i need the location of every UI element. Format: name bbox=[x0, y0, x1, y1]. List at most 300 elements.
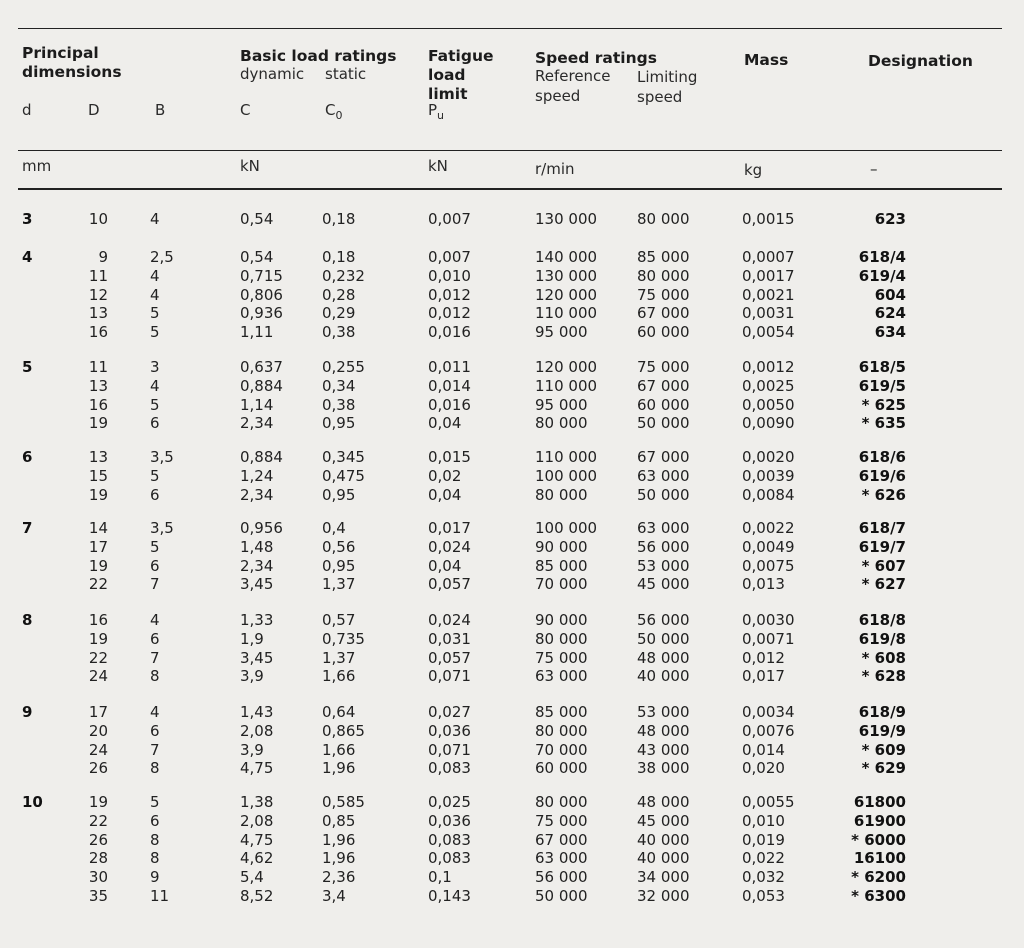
unit-rmin: r/min bbox=[535, 160, 575, 178]
cell-mass: 0,0030 bbox=[742, 611, 795, 629]
cell-pu: 0,010 bbox=[428, 266, 471, 285]
cell-d: 11 bbox=[88, 266, 108, 285]
cell-b: 5 bbox=[150, 323, 160, 342]
cell-c: 0,637 bbox=[240, 358, 283, 376]
cell-pu: 0,036 bbox=[428, 811, 471, 830]
bore-diameter-5: 5 bbox=[22, 358, 33, 376]
cell-b: 5 bbox=[150, 466, 160, 485]
symbol-C: C bbox=[240, 101, 251, 119]
cell-lim: 60 000 bbox=[637, 395, 690, 414]
cell-pu: 0,02 bbox=[428, 466, 462, 485]
cell-ref: 80 000 bbox=[535, 485, 588, 504]
cell-lim: 80 000 bbox=[637, 210, 690, 228]
cell-ref: 70 000 bbox=[535, 740, 588, 759]
cell-mass: 0,014 bbox=[742, 740, 785, 759]
cell-mass: 0,0025 bbox=[742, 376, 795, 395]
cell-lim: 40 000 bbox=[637, 849, 690, 868]
cell-c: 2,08 bbox=[240, 721, 274, 740]
cell-c: 3,45 bbox=[240, 648, 274, 667]
cell-d: 19 bbox=[88, 793, 108, 811]
cell-d: 14 bbox=[88, 519, 108, 537]
cell-mass: 0,010 bbox=[742, 811, 785, 830]
cell-c0: 0,64 bbox=[322, 703, 356, 721]
cell-ref: 140 000 bbox=[535, 248, 598, 266]
bore-diameter-4: 4 bbox=[22, 248, 33, 266]
cell-c: 3,45 bbox=[240, 575, 274, 594]
header-limiting: Limiting bbox=[637, 68, 698, 86]
cell-ref: 60 000 bbox=[535, 759, 588, 778]
bore-diameter-7: 7 bbox=[22, 519, 33, 537]
cell-c0: 0,4 bbox=[322, 519, 346, 537]
cell-ref: 50 000 bbox=[535, 887, 588, 905]
cell-c0: 0,585 bbox=[322, 793, 365, 811]
cell-mass: 0,0007 bbox=[742, 248, 795, 266]
cell-c: 1,14 bbox=[240, 395, 274, 414]
bore-diameter-6: 6 bbox=[22, 448, 33, 466]
cell-ref: 120 000 bbox=[535, 285, 598, 304]
cell-designation: 623 bbox=[874, 210, 906, 228]
cell-b: 4 bbox=[150, 703, 160, 721]
cell-pu: 0,007 bbox=[428, 248, 471, 266]
cell-pu: 0,036 bbox=[428, 721, 471, 740]
cell-pu: 0,04 bbox=[428, 414, 462, 433]
cell-d: 13 bbox=[88, 376, 108, 395]
cell-pu: 0,083 bbox=[428, 849, 471, 868]
cell-ref: 85 000 bbox=[535, 703, 588, 721]
cell-lim: 75 000 bbox=[637, 358, 690, 376]
cell-c0: 0,95 bbox=[322, 556, 356, 575]
symbol-C0: $C_0$ bbox=[325, 101, 343, 122]
cell-lim: 60 000 bbox=[637, 323, 690, 342]
cell-c0: 0,29 bbox=[322, 304, 356, 323]
header-unit-rule bbox=[18, 150, 1002, 151]
cell-mass: 0,0075 bbox=[742, 556, 795, 575]
cell-ref: 90 000 bbox=[535, 611, 588, 629]
cell-pu: 0,017 bbox=[428, 519, 471, 537]
cell-b: 7 bbox=[150, 648, 160, 667]
bore-diameter-3: 3 bbox=[22, 210, 33, 228]
symbol-D: D bbox=[88, 101, 100, 119]
cell-lim: 50 000 bbox=[637, 629, 690, 648]
cell-mass: 0,012 bbox=[742, 648, 785, 667]
cell-mass: 0,053 bbox=[742, 887, 785, 905]
cell-c: 1,33 bbox=[240, 611, 274, 629]
cell-lim: 32 000 bbox=[637, 887, 690, 905]
cell-c0: 1,66 bbox=[322, 740, 356, 759]
symbol-d: d bbox=[22, 101, 32, 119]
cell-c0: 0,38 bbox=[322, 395, 356, 414]
cell-designation: 619/4 bbox=[858, 266, 906, 285]
cell-ref: 63 000 bbox=[535, 667, 588, 686]
cell-c: 4,75 bbox=[240, 830, 274, 849]
cell-designation: 604 bbox=[874, 285, 906, 304]
cell-pu: 0,016 bbox=[428, 323, 471, 342]
cell-b: 6 bbox=[150, 556, 160, 575]
cell-lim: 50 000 bbox=[637, 485, 690, 504]
cell-c0: 0,475 bbox=[322, 466, 365, 485]
cell-b: 5 bbox=[150, 304, 160, 323]
cell-d: 19 bbox=[88, 485, 108, 504]
header-reference-speed: speed bbox=[535, 87, 581, 105]
cell-pu: 0,057 bbox=[428, 575, 471, 594]
cell-ref: 130 000 bbox=[535, 210, 598, 228]
cell-c: 2,34 bbox=[240, 414, 274, 433]
cell-b: 8 bbox=[150, 849, 160, 868]
cell-d: 16 bbox=[88, 611, 108, 629]
header-limiting-speed: speed bbox=[637, 88, 683, 106]
cell-b: 5 bbox=[150, 793, 160, 811]
cell-c0: 1,96 bbox=[322, 759, 356, 778]
cell-d: 22 bbox=[88, 648, 108, 667]
cell-c0: 0,232 bbox=[322, 266, 365, 285]
cell-c0: 1,66 bbox=[322, 667, 356, 686]
cell-d: 9 bbox=[98, 248, 108, 266]
cell-c0: 0,95 bbox=[322, 414, 356, 433]
cell-designation: 618/8 bbox=[858, 611, 906, 629]
cell-c0: 2,36 bbox=[322, 868, 356, 887]
cell-c: 0,715 bbox=[240, 266, 283, 285]
cell-pu: 0,083 bbox=[428, 759, 471, 778]
header-limit: limit bbox=[428, 85, 468, 103]
cell-ref: 100 000 bbox=[535, 519, 598, 537]
cell-c0: 0,95 bbox=[322, 485, 356, 504]
cell-pu: 0,143 bbox=[428, 887, 471, 905]
cell-designation: 619/7 bbox=[858, 537, 906, 556]
cell-lim: 56 000 bbox=[637, 611, 690, 629]
cell-c: 8,52 bbox=[240, 887, 274, 905]
cell-designation: 619/9 bbox=[858, 721, 906, 740]
cell-designation: 16100 bbox=[853, 849, 906, 868]
cell-ref: 80 000 bbox=[535, 721, 588, 740]
cell-ref: 110 000 bbox=[535, 376, 598, 395]
cell-c0: 0,28 bbox=[322, 285, 356, 304]
cell-pu: 0,014 bbox=[428, 376, 471, 395]
cell-designation: * 6200 bbox=[851, 868, 906, 887]
cell-c: 1,48 bbox=[240, 537, 274, 556]
unit-kn-load: kN bbox=[240, 157, 260, 175]
cell-designation: 61900 bbox=[853, 811, 906, 830]
cell-lim: 40 000 bbox=[637, 667, 690, 686]
cell-b: 4 bbox=[150, 210, 160, 228]
cell-c0: 0,85 bbox=[322, 811, 356, 830]
cell-c: 4,75 bbox=[240, 759, 274, 778]
cell-lim: 53 000 bbox=[637, 703, 690, 721]
cell-mass: 0,0012 bbox=[742, 358, 795, 376]
cell-pu: 0,015 bbox=[428, 448, 471, 466]
cell-mass: 0,032 bbox=[742, 868, 785, 887]
cell-c: 1,11 bbox=[240, 323, 274, 342]
cell-ref: 95 000 bbox=[535, 395, 588, 414]
cell-designation: * 607 bbox=[861, 556, 906, 575]
cell-b: 6 bbox=[150, 485, 160, 504]
cell-mass: 0,0031 bbox=[742, 304, 795, 323]
header-fatigue: Fatigue bbox=[428, 47, 494, 65]
cell-b: 9 bbox=[150, 868, 160, 887]
cell-ref: 95 000 bbox=[535, 323, 588, 342]
cell-c0: 3,4 bbox=[322, 887, 346, 905]
cell-pu: 0,083 bbox=[428, 830, 471, 849]
cell-c: 1,9 bbox=[240, 629, 264, 648]
cell-lim: 80 000 bbox=[637, 266, 690, 285]
cell-c: 0,54 bbox=[240, 210, 274, 228]
cell-c0: 0,735 bbox=[322, 629, 365, 648]
cell-d: 30 bbox=[88, 868, 108, 887]
cell-mass: 0,013 bbox=[742, 575, 785, 594]
cell-d: 13 bbox=[88, 304, 108, 323]
cell-lim: 75 000 bbox=[637, 285, 690, 304]
cell-mass: 0,017 bbox=[742, 667, 785, 686]
cell-d: 22 bbox=[88, 811, 108, 830]
cell-ref: 75 000 bbox=[535, 811, 588, 830]
cell-b: 5 bbox=[150, 395, 160, 414]
cell-mass: 0,0090 bbox=[742, 414, 795, 433]
cell-designation: 634 bbox=[874, 323, 906, 342]
cell-pu: 0,024 bbox=[428, 611, 471, 629]
cell-designation: 619/6 bbox=[858, 466, 906, 485]
cell-c0: 1,37 bbox=[322, 575, 356, 594]
cell-c0: 0,38 bbox=[322, 323, 356, 342]
cell-mass: 0,0054 bbox=[742, 323, 795, 342]
cell-d: 19 bbox=[88, 414, 108, 433]
cell-designation: * 6000 bbox=[851, 830, 906, 849]
cell-designation: 618/7 bbox=[858, 519, 906, 537]
cell-pu: 0,025 bbox=[428, 793, 471, 811]
cell-c: 2,34 bbox=[240, 485, 274, 504]
cell-lim: 48 000 bbox=[637, 793, 690, 811]
cell-d: 10 bbox=[88, 210, 108, 228]
cell-mass: 0,0020 bbox=[742, 448, 795, 466]
cell-b: 6 bbox=[150, 414, 160, 433]
cell-mass: 0,022 bbox=[742, 849, 785, 868]
cell-d: 22 bbox=[88, 575, 108, 594]
cell-lim: 34 000 bbox=[637, 868, 690, 887]
cell-b: 8 bbox=[150, 830, 160, 849]
cell-designation: * 627 bbox=[861, 575, 906, 594]
bore-diameter-10: 10 bbox=[22, 793, 43, 811]
cell-c0: 0,18 bbox=[322, 248, 356, 266]
cell-c0: 0,255 bbox=[322, 358, 365, 376]
cell-d: 28 bbox=[88, 849, 108, 868]
cell-b: 4 bbox=[150, 285, 160, 304]
symbol-B: B bbox=[155, 101, 166, 119]
cell-c0: 0,57 bbox=[322, 611, 356, 629]
cell-lim: 38 000 bbox=[637, 759, 690, 778]
cell-c0: 0,865 bbox=[322, 721, 365, 740]
cell-designation: * 628 bbox=[861, 667, 906, 686]
cell-mass: 0,0050 bbox=[742, 395, 795, 414]
cell-d: 17 bbox=[88, 703, 108, 721]
cell-c: 0,884 bbox=[240, 376, 283, 395]
cell-b: 11 bbox=[150, 887, 170, 905]
cell-ref: 100 000 bbox=[535, 466, 598, 485]
cell-mass: 0,0022 bbox=[742, 519, 795, 537]
cell-ref: 120 000 bbox=[535, 358, 598, 376]
cell-c0: 1,37 bbox=[322, 648, 356, 667]
cell-pu: 0,012 bbox=[428, 285, 471, 304]
unit-kn-fatigue: kN bbox=[428, 157, 448, 175]
cell-ref: 75 000 bbox=[535, 648, 588, 667]
cell-designation: 619/5 bbox=[858, 376, 906, 395]
cell-c0: 0,18 bbox=[322, 210, 356, 228]
cell-designation: 618/5 bbox=[858, 358, 906, 376]
cell-lim: 67 000 bbox=[637, 448, 690, 466]
cell-d: 24 bbox=[88, 740, 108, 759]
cell-b: 6 bbox=[150, 629, 160, 648]
cell-d: 19 bbox=[88, 629, 108, 648]
cell-ref: 80 000 bbox=[535, 629, 588, 648]
cell-c: 0,884 bbox=[240, 448, 283, 466]
cell-designation: * 626 bbox=[861, 485, 906, 504]
cell-mass: 0,0049 bbox=[742, 537, 795, 556]
cell-b: 2,5 bbox=[150, 248, 174, 266]
cell-d: 13 bbox=[88, 448, 108, 466]
cell-ref: 67 000 bbox=[535, 830, 588, 849]
unit-kg: kg bbox=[744, 161, 763, 179]
cell-lim: 56 000 bbox=[637, 537, 690, 556]
top-rule bbox=[18, 28, 1002, 29]
cell-pu: 0,071 bbox=[428, 740, 471, 759]
cell-designation: * 6300 bbox=[851, 887, 906, 905]
cell-b: 7 bbox=[150, 740, 160, 759]
bore-diameter-8: 8 bbox=[22, 611, 33, 629]
cell-pu: 0,016 bbox=[428, 395, 471, 414]
cell-pu: 0,007 bbox=[428, 210, 471, 228]
cell-c0: 1,96 bbox=[322, 849, 356, 868]
cell-designation: 618/9 bbox=[858, 703, 906, 721]
cell-d: 26 bbox=[88, 830, 108, 849]
cell-mass: 0,0084 bbox=[742, 485, 795, 504]
cell-c: 0,956 bbox=[240, 519, 283, 537]
header-static: static bbox=[325, 65, 367, 83]
cell-d: 12 bbox=[88, 285, 108, 304]
cell-d: 16 bbox=[88, 395, 108, 414]
cell-mass: 0,020 bbox=[742, 759, 785, 778]
cell-pu: 0,011 bbox=[428, 358, 471, 376]
cell-ref: 85 000 bbox=[535, 556, 588, 575]
cell-d: 24 bbox=[88, 667, 108, 686]
cell-b: 5 bbox=[150, 537, 160, 556]
cell-b: 4 bbox=[150, 376, 160, 395]
cell-designation: * 635 bbox=[861, 414, 906, 433]
header-reference: Reference bbox=[535, 67, 611, 85]
cell-d: 19 bbox=[88, 556, 108, 575]
cell-d: 15 bbox=[88, 466, 108, 485]
cell-lim: 45 000 bbox=[637, 575, 690, 594]
cell-lim: 50 000 bbox=[637, 414, 690, 433]
cell-pu: 0,057 bbox=[428, 648, 471, 667]
header-load: load bbox=[428, 66, 466, 84]
cell-b: 6 bbox=[150, 811, 160, 830]
cell-designation: 61800 bbox=[853, 793, 906, 811]
cell-d: 11 bbox=[88, 358, 108, 376]
cell-pu: 0,012 bbox=[428, 304, 471, 323]
cell-d: 17 bbox=[88, 537, 108, 556]
cell-ref: 110 000 bbox=[535, 448, 598, 466]
cell-ref: 63 000 bbox=[535, 849, 588, 868]
cell-lim: 48 000 bbox=[637, 721, 690, 740]
cell-lim: 48 000 bbox=[637, 648, 690, 667]
cell-c: 3,9 bbox=[240, 740, 264, 759]
cell-lim: 67 000 bbox=[637, 376, 690, 395]
cell-c: 0,54 bbox=[240, 248, 274, 266]
cell-designation: * 608 bbox=[861, 648, 906, 667]
cell-lim: 63 000 bbox=[637, 466, 690, 485]
cell-c: 0,806 bbox=[240, 285, 283, 304]
cell-c0: 0,34 bbox=[322, 376, 356, 395]
cell-d: 35 bbox=[88, 887, 108, 905]
cell-pu: 0,071 bbox=[428, 667, 471, 686]
cell-ref: 130 000 bbox=[535, 266, 598, 285]
cell-pu: 0,024 bbox=[428, 537, 471, 556]
cell-ref: 56 000 bbox=[535, 868, 588, 887]
header-principal: Principal bbox=[22, 44, 99, 62]
cell-designation: 624 bbox=[874, 304, 906, 323]
unit-designation-dash: – bbox=[870, 160, 878, 178]
cell-b: 4 bbox=[150, 611, 160, 629]
cell-lim: 85 000 bbox=[637, 248, 690, 266]
cell-pu: 0,04 bbox=[428, 485, 462, 504]
header-speed-ratings: Speed ratings bbox=[535, 49, 657, 67]
cell-ref: 70 000 bbox=[535, 575, 588, 594]
header-dynamic: dynamic bbox=[240, 65, 305, 83]
cell-mass: 0,0015 bbox=[742, 210, 795, 228]
cell-ref: 80 000 bbox=[535, 793, 588, 811]
cell-lim: 53 000 bbox=[637, 556, 690, 575]
cell-c: 1,24 bbox=[240, 466, 274, 485]
cell-c: 5,4 bbox=[240, 868, 264, 887]
header-bottom-rule bbox=[18, 188, 1002, 190]
cell-c: 1,43 bbox=[240, 703, 274, 721]
cell-designation: 618/6 bbox=[858, 448, 906, 466]
cell-pu: 0,027 bbox=[428, 703, 471, 721]
cell-c: 4,62 bbox=[240, 849, 274, 868]
cell-mass: 0,0039 bbox=[742, 466, 795, 485]
cell-lim: 40 000 bbox=[637, 830, 690, 849]
cell-c: 2,34 bbox=[240, 556, 274, 575]
cell-mass: 0,019 bbox=[742, 830, 785, 849]
cell-c0: 0,345 bbox=[322, 448, 365, 466]
cell-ref: 90 000 bbox=[535, 537, 588, 556]
cell-designation: 619/8 bbox=[858, 629, 906, 648]
cell-mass: 0,0034 bbox=[742, 703, 795, 721]
bore-diameter-9: 9 bbox=[22, 703, 33, 721]
cell-d: 20 bbox=[88, 721, 108, 740]
cell-designation: 618/4 bbox=[858, 248, 906, 266]
unit-mm: mm bbox=[22, 157, 52, 175]
cell-ref: 80 000 bbox=[535, 414, 588, 433]
cell-mass: 0,0055 bbox=[742, 793, 795, 811]
cell-c0: 1,96 bbox=[322, 830, 356, 849]
cell-lim: 45 000 bbox=[637, 811, 690, 830]
cell-c: 3,9 bbox=[240, 667, 264, 686]
cell-c: 1,38 bbox=[240, 793, 274, 811]
header-designation: Designation bbox=[868, 52, 973, 70]
cell-pu: 0,031 bbox=[428, 629, 471, 648]
cell-mass: 0,0076 bbox=[742, 721, 795, 740]
cell-lim: 43 000 bbox=[637, 740, 690, 759]
cell-b: 3,5 bbox=[150, 448, 174, 466]
cell-pu: 0,1 bbox=[428, 868, 452, 887]
cell-b: 8 bbox=[150, 759, 160, 778]
cell-d: 16 bbox=[88, 323, 108, 342]
cell-c: 0,936 bbox=[240, 304, 283, 323]
cell-pu: 0,04 bbox=[428, 556, 462, 575]
cell-lim: 63 000 bbox=[637, 519, 690, 537]
header-dimensions: dimensions bbox=[22, 63, 122, 81]
cell-b: 3 bbox=[150, 358, 160, 376]
cell-b: 6 bbox=[150, 721, 160, 740]
cell-d: 26 bbox=[88, 759, 108, 778]
